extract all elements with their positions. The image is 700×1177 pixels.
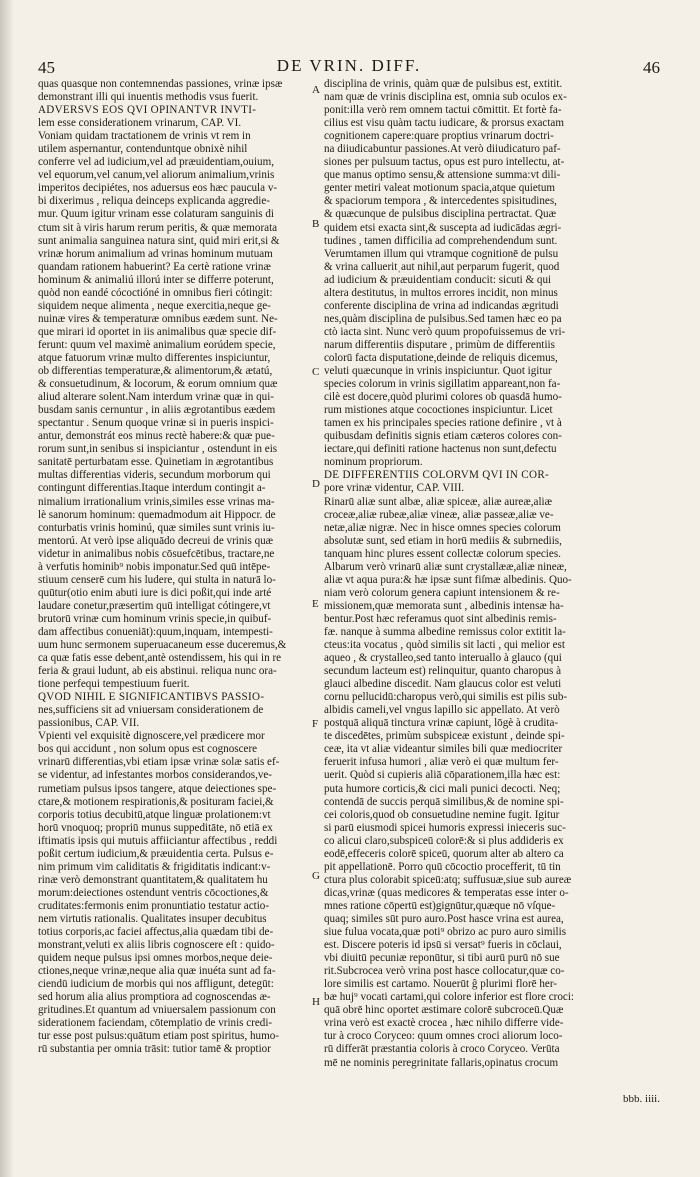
text-line: totius corporis,ac faciei affectus,alia quædam tibi de- (38, 926, 274, 939)
text-line: aliud alterare solent.Nam interdum vrinæ quæ in qui- (38, 391, 274, 404)
text-line: quòd non eandé cócoctióné in omnibus fieri cótingit: (38, 286, 273, 299)
signature-mark: bbb. iiii. (623, 1093, 660, 1105)
text-line: monstrant,veluti ex aliis libris cognoscere eſt : quido- (38, 939, 275, 952)
text-line: nes,sufficiens sit ad vniuersam considerationem de (38, 704, 264, 717)
text-line: ctiones,neque vrinæ,neque alia quæ inuéta sunt ad fa- (38, 965, 276, 978)
text-line: te discedētes, primùm subspiceæ existunt , deinde spi- (324, 730, 565, 743)
text-line: quandam rationem habuerint? Ea certè ratione vrinæ (38, 260, 271, 273)
margin-letter: H (312, 996, 320, 1008)
text-line: sunt animalia sanguinea natura sint, quid miri erit,si & (38, 234, 280, 247)
text-line: bentur.Post hæc referamus quot sint albedinis remis- (324, 612, 557, 625)
text-line: netæ,aliæ nigræ. Nec in hisce omnes species colorum (324, 521, 561, 534)
text-line: stiuum censerē cum his ludere, qui stulta in naturā lo- (38, 573, 276, 586)
text-line: Voniam quidam tractationem de vrinis vt rem in (38, 130, 251, 143)
text-line: secundum lacteum est) relinquitur, quanto charopus à (324, 665, 562, 678)
text-line: contendā de succis perquā similibus,& de nomine spi- (324, 795, 564, 808)
text-line: cruditates:fermonis enim pronuntiatio testatur actio- (38, 899, 270, 912)
text-line: utilem aspernantur, contenduntque obnixè nihil (38, 143, 248, 156)
left-column (38, 78, 310, 1098)
text-line: ceæ, ita vt aliæ videantur similes bili quæ mediocriter (324, 743, 563, 756)
text-line: co alicui claro,subspiceū colorē:& si plus addideris ex (324, 834, 564, 847)
text-line: siquidem neque alimenta , neque exercitia,neque ge- (38, 299, 271, 312)
text-line: morum:deiectiones ostendunt ventris cōcoctiones,& (38, 886, 269, 899)
text-line: multas differentias videris, secundum morborum qui (38, 469, 271, 482)
text-line: & consuetudinum, & locorum, & eorum omnium quæ (38, 378, 278, 391)
text-line: feria & graui ludunt, ab eis abstinui. reliqua nunc ora- (38, 665, 277, 678)
text-line: tamen ex his principales species ratione definire , vt à (324, 417, 562, 430)
text-line: na diiudicabuntur passiones.At verò diiudicaturo paf- (324, 143, 561, 156)
text-line: quūtur(otio enim abuti iure is dici poßit,qui inde arté (38, 586, 272, 599)
text-line: ADVERSVS EOS QVI OPINANTVR INVTI- (38, 104, 257, 117)
text-line: à verfutis hominib⁹ nobis imponatur.Sed quū intēpe- (38, 560, 271, 573)
text-line: sed horum alia alius promptiora ad cognoscendas æ- (38, 991, 271, 1004)
text-line: tione perfequi tempestiuum fuerit. (38, 678, 190, 691)
text-line: mnes ratione cōpertū est)gignūtur,quæque nō vſque- (324, 899, 556, 912)
text-line: ctum sit à viris harum rerum peritis, & quæ memorata (38, 221, 278, 234)
text-line: si parū eiusmodi spicei humoris expressi inieceris suc- (324, 821, 566, 834)
text-line: uerit. Quòd si cupieris aliā cōparationem,illa hæc est: (324, 769, 561, 782)
text-line: ctare,& motionem respirationis,& posituram faciei,& (38, 795, 274, 808)
text-line: dicas,vrinæ (quas medicores & temperatas esse inter o- (324, 886, 569, 899)
text-line: narum differentiis disputare , primùm de differentiis (324, 338, 555, 351)
text-line: uum hunc sermonem superuacaneum esse duceremus,& (38, 639, 287, 652)
text-line: feruerit infusa humori , aliæ verò ei quæ multum fer- (324, 756, 559, 769)
text-line: rumetiam pulsus ipsos tangere, atque deiectiones spe- (38, 782, 277, 795)
text-line: Rinarū aliæ sunt albæ, aliæ spiceæ, aliæ aureæ,aliæ (324, 495, 553, 508)
text-line: postquā aliquā tinctura vrinæ capiunt, lōgè à crudita- (324, 717, 559, 730)
text-line: conferente disciplina de vrina ad indicandas ægritudi (324, 299, 559, 312)
text-line: quas quasque non contemnendas passiones, vrinæ ipsæ (38, 78, 283, 90)
text-line: ciendū iudicium de morbis qui nos affligunt, detegūt: (38, 978, 274, 991)
text-line: hominum & animaliú illorú inter se differre poterunt, (38, 273, 274, 286)
text-line: vrinarū differentias,vbi etiam ipsæ vrinæ solæ satis ef- (38, 756, 280, 769)
text-line: pit appellationē. Porro quū cōcoctio procefferit, tū tin (324, 860, 561, 873)
text-line: horū vnoquoq; propriū munus suppeditāte, nō etiā ex (38, 821, 273, 834)
text-line: absolutæ sunt, sed etiam in horū mediis & subrnediis, (324, 534, 562, 547)
text-line: que mirari id oportet in iis animalibus quæ specie dif- (38, 325, 277, 338)
text-line: quibusdam definitis signis etiam cæteros colores con- (324, 430, 562, 443)
text-line: vel equorum,vel canum,vel aliorum animalium,vrinis (38, 169, 275, 182)
text-line: nem virtutis rationalis. Qualitates insuper decubitus (38, 913, 267, 925)
text-line: nominum propriorum. (324, 456, 423, 469)
text-line: rit.Subcrocea verò vrina post hasce collocatur,quæ co- (324, 965, 565, 978)
right-column (324, 78, 662, 1108)
text-line: nim primum vim caliditatis & frigiditatis indicant:v- (38, 860, 271, 873)
page-header (38, 56, 660, 78)
margin-letter: F (312, 718, 319, 730)
text-line: conturbatis vrinis hominú, quæ similes sunt vrinis iu- (38, 521, 275, 534)
text-line: corporis totius decubitū,atque linguæ prolationem:vt (38, 808, 271, 821)
text-line: iectare,qui definiti ratione hactenus non sunt,defectu (324, 443, 557, 456)
text-line: busdam sanis cernuntur , in aliis ægrotantibus eædem (38, 404, 276, 417)
text-line: aliæ vt aqua pura:& hæ ipsæ sunt fiſmæ albedinis. Quo- (324, 573, 572, 586)
text-line: mentorú. At verò ipse aliquādo decreui de vrinis quæ (38, 534, 274, 547)
margin-letters (312, 78, 324, 1108)
text-line: gritudines.Et quantum ad vniuersalem passionum con (38, 1004, 276, 1017)
text-line: spectantur . Senum quoque vrinæ si in pueris inspici- (38, 417, 274, 430)
text-line: rinæ verò demonstrant quantitatem,& qualitatem hu (38, 873, 268, 886)
text-line: cognitionem capere:quare proptius vrinarum doctri- (324, 130, 554, 143)
text-line: fæ. nanque à summa albedine remissus color extitit la- (324, 625, 566, 638)
right-folio: 46 (643, 58, 660, 77)
text-line: quidem neque pulsus ipsi omnes morbos,neque deie- (38, 952, 273, 965)
text-line: tur esse post pulsus:quātum etiam post spiritus, humo- (38, 1030, 279, 1043)
text-line: & quæcunque de pulsibus disciplina pertractat. Quæ (324, 208, 556, 221)
text-line: eodē,effeceris colorē spiceū, quorum alter ab altero ca (324, 847, 564, 860)
text-line: ferunt: quum vel maximè animalium eorúdem speciе, (38, 338, 276, 351)
text-line: vrina verò est exactè crocea , hæc nihilo differre vide- (324, 1017, 564, 1030)
text-line: croceæ,aliæ rubeæ,aliæ vineæ, aliæ passeæ,aliæ ve- (324, 508, 554, 521)
text-line: vbi diuitū pecuniæ reponūtur, si tibi aurū purū nō sue (324, 952, 560, 965)
text-line: rū differāt præstantia coloris à croco Coryceo. Verūta (324, 1043, 560, 1056)
left-folio: 45 (38, 58, 55, 77)
text-line: mur. Quum igitur vrinam esse colaturam sanguinis di (38, 208, 275, 221)
text-line: rorum sunt,in senibus si inspiciantur , ostendunt in eis (38, 443, 278, 456)
text-line: puta humore corticis,& cici mali punici decocti. Neq; (324, 782, 561, 795)
margin-letter: D (312, 478, 320, 490)
text-line: dam affectibus conueniāt):quum,inquam, intempesti- (38, 625, 273, 638)
text-line: altera destitutus, in multos errores incidit, non minus (324, 286, 558, 299)
margin-letter: E (312, 598, 319, 610)
text-line: QVOD NIHIL E SIGNIFICANTIBVS PASSIO- (38, 691, 265, 704)
text-line: tanquam hinc plures essent collectæ colorum species. (324, 547, 561, 560)
text-line: brutorū vrinæ cum hominum vrinis specie,in quibuf- (38, 612, 272, 625)
text-line: quā obrē hinc oportet æstimare colorē subcroceū.Quæ (324, 1004, 564, 1017)
text-line: bæ huj⁹ vocati cartami,qui colore inferior est flore croci: (324, 991, 574, 1004)
text-line: Vpienti vel exquisitè dignoscere,vel prædicere mor (38, 730, 265, 743)
text-line: rum mistiones atque cococtiones inspiciuntur. Licet (324, 404, 553, 417)
text-line: Albarum verò vrinarū aliæ sunt crystallææ,aliæ nineæ, (324, 560, 567, 573)
text-line: est. Discere poteris id ipsū si versat⁹ fueris in cōclaui, (324, 939, 562, 952)
text-line: aqueo , & crystalleo,sed tanto interuallo à glauco (qui (324, 652, 562, 665)
text-line: pore vrinæ videntur, CAP. VIII. (324, 482, 465, 495)
text-line: cornu pellucidū:charopus verò,qui similis est pilis sub- (324, 691, 568, 704)
text-line: & spaciorum tempora , & intercedentes spisitudines, (324, 195, 557, 208)
margin-letter: G (312, 870, 320, 882)
text-line: sanitatē perturbatam esse. Quinetiam in ægrotantibus (38, 456, 274, 469)
text-line: cilè est docere,quòd plurimi colores ob quasdā humo- (324, 391, 562, 404)
text-line: albidis cameli,vel vngus lapillo sic appellato. At verò (324, 704, 560, 717)
text-line: missionem,quæ memorata sunt , albedinis intensæ ha- (324, 599, 564, 612)
text-line: species colorum in vrinis sigillatim appareant,non fa- (324, 378, 561, 391)
gutter-shadow (0, 0, 14, 1177)
text-line: ponit:illa verò rem omnem tactui cōmittit. Et fortè fa- (324, 104, 562, 117)
text-line: vrinæ horum animalium ad vrinas hominum mutuam (38, 247, 273, 260)
text-line: siue fulua vocata,quæ poti⁹ obrizo ac puro auro similis (324, 926, 567, 939)
text-line: rū substantia per omnia trāsit: tutior tamē & proptior (38, 1043, 271, 1056)
text-line: cteus:ita vocatus , quòd similis sit lacti , qui melior est (324, 639, 565, 652)
text-line: siones per pulsuum tactus, opus est puro intellectu, at- (324, 156, 565, 169)
running-head: DE VRIN. DIFF. (276, 56, 422, 75)
text-line: lem esse considerationem vrinarum, CAP. VI. (38, 117, 242, 130)
text-line: quaq; similes sūt puro auro.Post hasce vrina est aurea, (324, 913, 564, 925)
text-line: nes,quàm disciplina de pulsibus.Sed tamen hæc eo pa (324, 312, 562, 325)
text-line: quidem etsi exacta sint,& suscepta ad iudicādas ægri- (324, 221, 562, 234)
text-line: mē ne nominis peregrinitate fallaris,opinatus crocum (324, 1056, 559, 1069)
text-line: nimalium irrationalium vrinis,similes esse vrinas ma- (38, 495, 275, 508)
text-line: lè sanorum hominum: quemadmodum ait Hippocr. de (38, 508, 276, 521)
text-line: colorū facta disputatione,deinde de reliquis dicemus, (324, 351, 558, 364)
text-line: laudare conetur,præsertim quū intelligat cótingere,vt (38, 599, 271, 612)
text-line: nuinæ vires & temperaturæ omnibus eædem sunt. Ne- (38, 312, 278, 325)
text-line: atque fatuorum vrinæ multo differentes inspiciuntur, (38, 351, 271, 364)
text-line: Verumtamen illum qui vtramque cognitionē de pulsu (324, 247, 559, 260)
text-line: ob differentias temperaturæ,& alimentorum,& ætatú, (38, 365, 273, 378)
text-line: lore similis est cartamo. Nouerūt ĝ plurimi florē her- (324, 978, 557, 991)
text-line: cei coloris,quod ob consuetudine nemine fugit. Igitur (324, 808, 560, 821)
text-line: iftimatis ipsis qui mutuis affiiciantur affectibus , reddi (38, 834, 278, 847)
text-line: cilius est visu quàm tactu iudicare, & prorsus exactam (324, 117, 564, 130)
text-line: DE DIFFERENTIIS COLORVM QVI IN COR- (324, 469, 550, 482)
text-line: passionibus, CAP. VII. (38, 717, 140, 730)
text-line: siderationem faciendam, cōtemplatio de vrinis credi- (38, 1017, 273, 1030)
text-line: glauci albedine discedit. Nam glaucus color est veluti (324, 678, 562, 691)
text-line: antur, demonstrát eos minus rectè habere:& quæ pue- (38, 430, 275, 443)
text-line: bos qui accidunt , non solum opus est cognoscere (38, 743, 258, 756)
text-line: ctò iacta sint. Nunc verò quum propofuissemus de vri- (324, 325, 566, 338)
text-line: ctura plus colorabit spiceū:atq; suffusuæ,siue sub aureæ (324, 873, 572, 886)
text-line: tur à croco Coryceo: quum omnes croci aliorum loco- (324, 1030, 563, 1043)
text-line: conferre vel ad iudicium,vel ad præuidentiam,ouium, (38, 156, 274, 169)
text-line: bi dixerimus , reliqua deinceps explicanda aggredie- (38, 195, 270, 208)
text-line: nam quæ de vrinis disciplina est, omnia sub oculos ex- (324, 91, 567, 104)
text-line: videtur in animalibus nobis cōsuefcētibus, tractare,ne (38, 547, 275, 560)
text-line: genter metiri valeat motionum spacia,atque quietum (324, 182, 556, 195)
text-line: imperitos decipiétes, nos aduersus eos hæc paucula v- (38, 182, 278, 195)
margin-letter: A (312, 84, 320, 96)
text-line: veluti quæcunque in vrinis inspiciuntur. Quot igitur (324, 365, 552, 378)
margin-letter: B (312, 218, 320, 230)
text-line: demonstrant illi qui inuentis methodis vsus fuerit. (38, 91, 259, 104)
text-line: ad iudicium & præuidentiam conducit: sicuti & qui (324, 273, 552, 286)
margin-letter: C (312, 366, 320, 378)
text-line: contingunt differentias.Itaque interdum contingit a- (38, 482, 266, 495)
text-line: disciplina de vrinis, quàm quæ de pulsibus est, extitit. (324, 78, 563, 90)
text-line: que manus optimo sensu,& attensione summa:vt dili- (324, 169, 561, 182)
text-line: ca quæ fatis esse debent,antè ostendissem, his qui in re (38, 652, 282, 665)
text-line: poßit certum iudicium,& præuidentia certa. Pulsus e- (38, 847, 274, 860)
text-line: tudines , tamen difficilia ad comprehendendum sunt. (324, 234, 558, 247)
text-line: & vrina callueritˌaut nihil,aut perparum fugerit, quod (324, 260, 560, 273)
text-line: se videntur, ad infestantes morbos considerandos,ve- (38, 769, 273, 782)
text-line: niam verò colorum genera capiunt intensionem & re- (324, 586, 560, 599)
